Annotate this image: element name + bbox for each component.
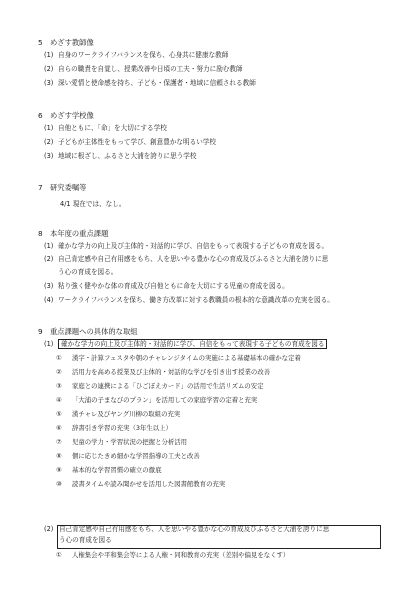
sub-item [56,452,200,461]
item-text: 深い愛情と使命感を持ち、子ども・保護者・地域に信頼される教師 [58,79,256,87]
focus-group-2-heading-cont: う心の育成を図る [59,536,112,544]
list-item [44,51,228,60]
section-7-heading [38,183,86,193]
sub-text: 基本的な学習習慣の確立の徹底 [72,466,162,474]
list-item [44,138,216,147]
item-text: 自身のワークライフバランスを保ち、心身共に健康な教師 [58,51,229,59]
item-marker: (3) [44,152,54,160]
item-text: ワークライフバランスを保ち、働き方改革に対する教職員の根本的な意識改革の充実を図る。 [58,296,334,304]
sub-item [56,382,264,391]
section-number: 5 [38,38,43,47]
item-marker: (3) [44,79,54,87]
section-8-heading [38,229,108,239]
sub-item [56,424,172,433]
item-text: 地域に根ざし、ふるさと大浦を誇りに思う学校 [58,152,197,160]
sub-text: 「大浦の子まなびのプラン」を活用しての家庭学習の定着と充実 [72,396,258,404]
item-text: 粘り強く健やかな体の育成及び自他ともに命を大切にする児童の育成を図る。 [58,282,289,290]
sub-text: 家庭との連携による「ひごぼえカード」の活用で生活リズムの安定 [72,382,264,390]
item-marker: (3) [44,282,54,290]
focus-group-2-heading [44,525,329,534]
item-marker: (4) [44,296,54,304]
sub-item [56,354,301,363]
section-6-heading [38,111,94,121]
section-number: 8 [38,229,43,238]
sub-text: 個に応じたきめ細かな学習指導の工夫と改善 [72,452,200,460]
sub-marker: ⑥ [56,424,62,432]
section-title: めざす学校像 [50,111,94,120]
focus-group-1-heading [44,340,327,349]
item-marker: (2) [44,255,54,263]
section-5-heading [38,38,94,48]
sub-marker: ② [56,368,62,376]
sub-text: 漢字・計算フェスタや朝のチャレンジタイムの実施による基礎基本の確かな定着 [72,354,301,362]
list-item [44,255,384,277]
list-item [44,152,196,161]
section-title: 研究委嘱等 [50,183,87,192]
item-marker: (2) [44,138,54,146]
item-text-continued: う心の育成を図る。 [58,268,118,276]
list-item [44,79,256,88]
list-item [44,65,243,74]
sub-text: 辞書引き学習の充実（3年生以上） [72,424,172,432]
sub-text: 漢チャレ及びヤング川柳の取組の充実 [72,410,181,418]
item-text: 子どもが主体性をもって学び、創意豊かな明るい学校 [58,138,216,146]
item-text: 自他ともに、「命」を大切にする学校 [58,124,167,132]
sub-marker: ⑧ [56,452,62,460]
list-item [44,124,167,133]
item-text: 確かな学力の向上及び主体的・対話的に学び、自信をもって表現する子どもの育成を図る。 [58,242,329,250]
section-title: 重点課題への具体的な取組 [50,327,138,336]
sub-marker: ⑩ [56,480,62,488]
item-marker: (2) [44,525,54,533]
boxed-heading: 確かな学力の向上及び主体的・対話的に学び、自信をもって表現する子どもの育成を図る [58,339,327,349]
sub-marker: ⑨ [56,466,62,474]
section-number: 9 [38,327,43,336]
section-title: めざす教師像 [50,38,94,47]
section-number: 7 [38,183,43,192]
section-9-heading [38,327,138,337]
list-item [44,282,289,291]
sub-marker: ⑤ [56,410,62,418]
item-marker: (1) [44,242,54,250]
item-marker: (1) [44,124,54,132]
sub-item [56,480,225,489]
section-number: 6 [38,111,43,120]
item-text: 自己肯定感や自己有用感をもち、人を思いやる豊かな心の育成及びふるさと大浦を誇りに思 [58,255,329,263]
item-marker: (1) [44,51,54,59]
section-title: 本年度の重点課題 [50,229,109,238]
sub-text: 読書タイムや読み聞かせを活用した図書館教育の充実 [72,480,226,488]
list-item [44,242,328,251]
sub-text: 活用力を高める授業及び主体的・対話的な学びを引き出す授業の改善 [72,368,271,376]
sub-item [56,410,180,419]
sub-marker: ④ [56,396,62,404]
item-marker: (1) [44,340,54,348]
boxed-heading: 自己肯定感や自己有用感をもち、人を思いやる豊かな心の育成及びふるさと大浦を誇りに思 [59,525,330,533]
sub-text: 児童の学力・学習状況の把握と分析活用 [72,438,188,446]
sub-item [56,466,161,475]
sub-marker: ③ [56,382,62,390]
sub-marker: ⑦ [56,438,62,446]
item-marker: (2) [44,65,54,73]
item-text: 自らの職責を自覚し、授業改善や日頃の工夫・努力に励む教師 [58,65,243,73]
list-item [44,296,334,305]
sub-item [56,438,187,447]
sub-marker: ① [56,354,62,362]
sub-item [56,368,270,377]
sub-text: 人権集会や平和集会等による人権・同和教育の充実（差別や偏見をなくす） [72,551,290,559]
sub-marker: ① [56,551,62,559]
section-7-body: 4/1 現在では、なし。 [60,200,126,208]
sub-item [56,396,257,405]
sub-item [56,551,289,560]
